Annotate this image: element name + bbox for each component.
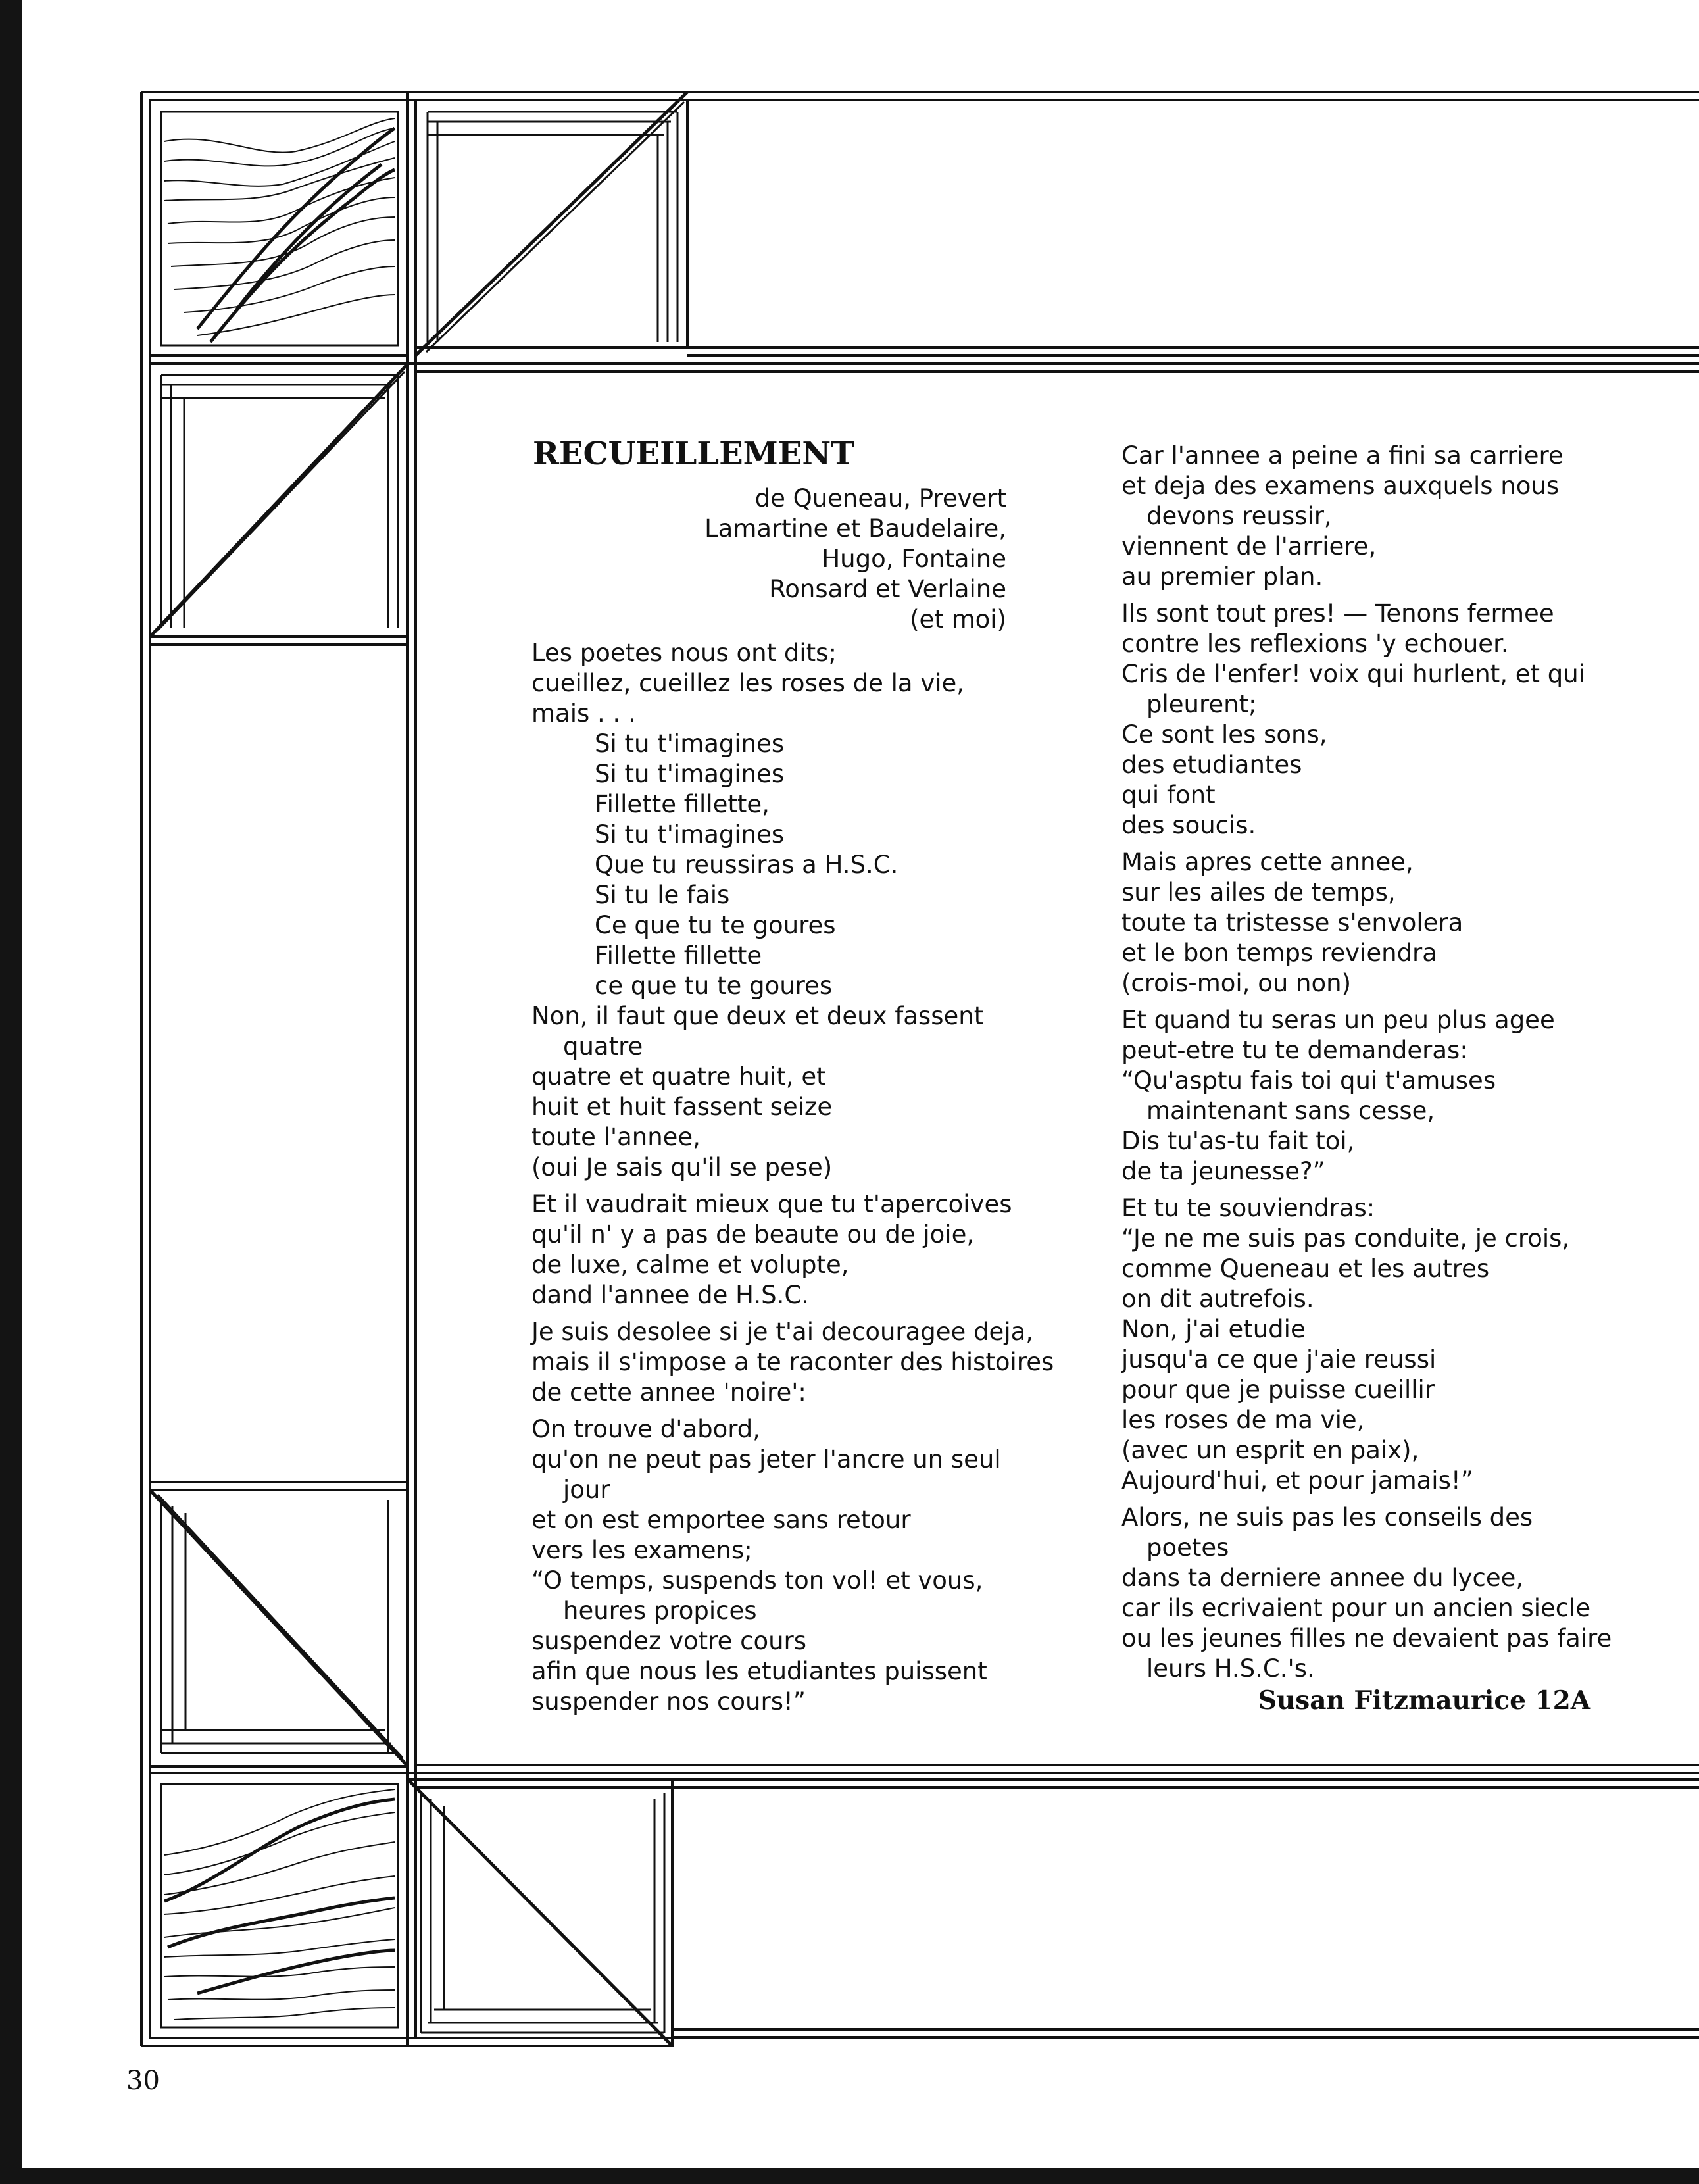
- poem-right-column: [1121, 441, 1612, 1684]
- dedication-line: (et moi): [910, 605, 1006, 633]
- poem-line: Les poetes nous ont dits;: [531, 639, 837, 667]
- poem-line: “Qu'asptu fais toi qui t'amuses: [1121, 1066, 1496, 1095]
- poem-line: leurs H.S.C.'s.: [1146, 1654, 1315, 1683]
- poem-line: au premier plan.: [1121, 562, 1323, 591]
- poem-line: toute ta tristesse s'envolera: [1121, 908, 1464, 937]
- poem-line: viennent de l'arriere,: [1121, 532, 1377, 560]
- poem-line: (crois-moi, ou non): [1121, 969, 1352, 997]
- page-number: 30: [126, 2066, 160, 2096]
- poem-line: quatre: [563, 1032, 643, 1060]
- poem-line: Si tu le fais: [595, 881, 730, 909]
- poem-line: (oui Je sais qu'il se pese): [531, 1153, 833, 1181]
- stanza-gap: [1121, 592, 1612, 599]
- poem-line: mais il s'impose a te raconter des histoires: [531, 1348, 1054, 1376]
- poem-line: ce que tu te goures: [595, 972, 833, 1000]
- poem-line: (avec un esprit en paix),: [1121, 1436, 1419, 1464]
- poem-line: Que tu reussiras a H.S.C.: [595, 851, 899, 879]
- poem-line: poetes: [1146, 1533, 1229, 1562]
- wave-tile-top: [150, 100, 408, 355]
- poem-line: Fillette fillette,: [595, 790, 770, 818]
- poem-line: vers les examens;: [531, 1536, 752, 1564]
- poem-line: “O temps, suspends ton vol! et vous,: [531, 1566, 983, 1595]
- poem-line: Ce que tu te goures: [595, 911, 836, 939]
- poem-line: Si tu t'imagines: [595, 730, 785, 758]
- square-tile-left-1: [150, 364, 408, 645]
- poem-line: quatre et quatre huit, et: [531, 1062, 826, 1091]
- stanza-gap: [1121, 841, 1612, 847]
- poem-line: suspender nos cours!”: [531, 1687, 806, 1716]
- poem-line: Cris de l'enfer! voix qui hurlent, et qui: [1121, 660, 1585, 688]
- poem-line: Et quand tu seras un peu plus agee: [1121, 1006, 1555, 1034]
- poem-line: huit et huit fassent seize: [531, 1093, 833, 1121]
- poem-line: Je suis desolee si je t'ai decouragee deja,: [531, 1318, 1034, 1346]
- poem-line: Ce sont les sons,: [1121, 720, 1327, 749]
- poem-line: des etudiantes: [1121, 751, 1302, 779]
- poem-line: sur les ailes de temps,: [1121, 878, 1396, 906]
- poem-line: de cette annee 'noire':: [531, 1378, 806, 1406]
- poem-line: jusqu'a ce que j'aie reussi: [1121, 1345, 1437, 1374]
- poem-line: jour: [563, 1476, 610, 1504]
- poem-line: Non, il faut que deux et deux fassent: [531, 1002, 984, 1030]
- poem-line: Non, j'ai etudie: [1121, 1315, 1306, 1343]
- poem-line: On trouve d'abord,: [531, 1415, 761, 1443]
- poem-line: Si tu t'imagines: [595, 820, 785, 849]
- poem-line: qui font: [1121, 781, 1216, 809]
- dedication-line: Lamartine et Baudelaire,: [704, 514, 1006, 543]
- poem-left-column: [531, 638, 1054, 1717]
- poem-line: qu'il n' y a pas de beaute ou de joie,: [531, 1220, 975, 1249]
- poem-line: afin que nous les etudiantes puissent: [531, 1657, 987, 1685]
- poem-line: Dis tu'as-tu fait toi,: [1121, 1127, 1355, 1155]
- poem-line: maintenant sans cesse,: [1146, 1097, 1435, 1125]
- dedication-line: Ronsard et Verlaine: [769, 575, 1006, 603]
- stanza-gap: [531, 1408, 1054, 1414]
- square-tile-top-1: [416, 92, 687, 355]
- author-signature: Susan Fitzmaurice 12A: [1258, 1685, 1590, 1716]
- poem-line: pour que je puisse cueillir: [1121, 1376, 1435, 1404]
- poem-line: et le bon temps reviendra: [1121, 939, 1437, 967]
- poem-line: Car l'annee a peine a fini sa carriere: [1121, 441, 1564, 470]
- poem-line: “Je ne me suis pas conduite, je crois,: [1121, 1224, 1570, 1253]
- poem-line: les roses de ma vie,: [1121, 1406, 1365, 1434]
- poem-line: comme Queneau et les autres: [1121, 1254, 1490, 1283]
- poem-line: Ils sont tout pres! — Tenons fermee: [1121, 599, 1554, 628]
- poem-line: Alors, ne suis pas les conseils des: [1121, 1503, 1533, 1531]
- poem-line: suspendez votre cours: [531, 1627, 807, 1655]
- stanza-gap: [1121, 999, 1612, 1005]
- poem-line: des soucis.: [1121, 811, 1256, 839]
- poem-line: Et tu te souviendras:: [1121, 1194, 1375, 1222]
- poem-line: on dit autrefois.: [1121, 1285, 1314, 1313]
- poem-line: devons reussir,: [1146, 502, 1332, 530]
- poem-line: Et il vaudrait mieux que tu t'apercoives: [531, 1190, 1012, 1218]
- stanza-gap: [531, 1183, 1054, 1189]
- poem-line: mais . . .: [531, 699, 636, 728]
- stanza-gap: [1121, 1496, 1612, 1502]
- poem-line: cueillez, cueillez les roses de la vie,: [531, 669, 965, 697]
- poem-title: RECUEILLEMENT: [533, 435, 854, 472]
- poem-line: peut-etre tu te demanderas:: [1121, 1036, 1468, 1064]
- dedication-line: Hugo, Fontaine: [822, 545, 1006, 573]
- poem-line: qu'on ne peut pas jeter l'ancre un seul: [531, 1445, 1001, 1474]
- poem-line: dand l'annee de H.S.C.: [531, 1281, 809, 1309]
- poem-line: dans ta derniere annee du lycee,: [1121, 1564, 1524, 1592]
- poem-line: pleurent;: [1146, 690, 1257, 718]
- dedication-line: de Queneau, Prevert: [754, 484, 1006, 512]
- poem-dedication: [658, 484, 1006, 635]
- poem-line: toute l'annee,: [531, 1123, 701, 1151]
- poem-line: et on est emportee sans retour: [531, 1506, 911, 1534]
- square-tile-bottom-1: [408, 1779, 672, 2046]
- poem-line: et deja des examens auxquels nous: [1121, 472, 1560, 500]
- poem-line: de luxe, calme et volupte,: [531, 1251, 849, 1279]
- poem-line: Aujourd'hui, et pour jamais!”: [1121, 1466, 1473, 1495]
- poem-line: heures propices: [563, 1597, 757, 1625]
- poem-line: ou les jeunes filles ne devaient pas faire: [1121, 1624, 1612, 1652]
- wave-tile-bottom: [150, 1773, 408, 2038]
- stanza-gap: [1121, 1187, 1612, 1193]
- square-tile-left-2: [150, 1482, 408, 1766]
- poem-line: car ils ecrivaient pour un ancien siecle: [1121, 1594, 1591, 1622]
- poem-line: contre les reflexions 'y echouer.: [1121, 630, 1509, 658]
- poem-line: Fillette fillette: [595, 941, 762, 970]
- poem-line: Mais apres cette annee,: [1121, 848, 1414, 876]
- stanza-gap: [531, 1310, 1054, 1317]
- poem-line: Si tu t'imagines: [595, 760, 785, 788]
- poem-line: de ta jeunesse?”: [1121, 1157, 1325, 1185]
